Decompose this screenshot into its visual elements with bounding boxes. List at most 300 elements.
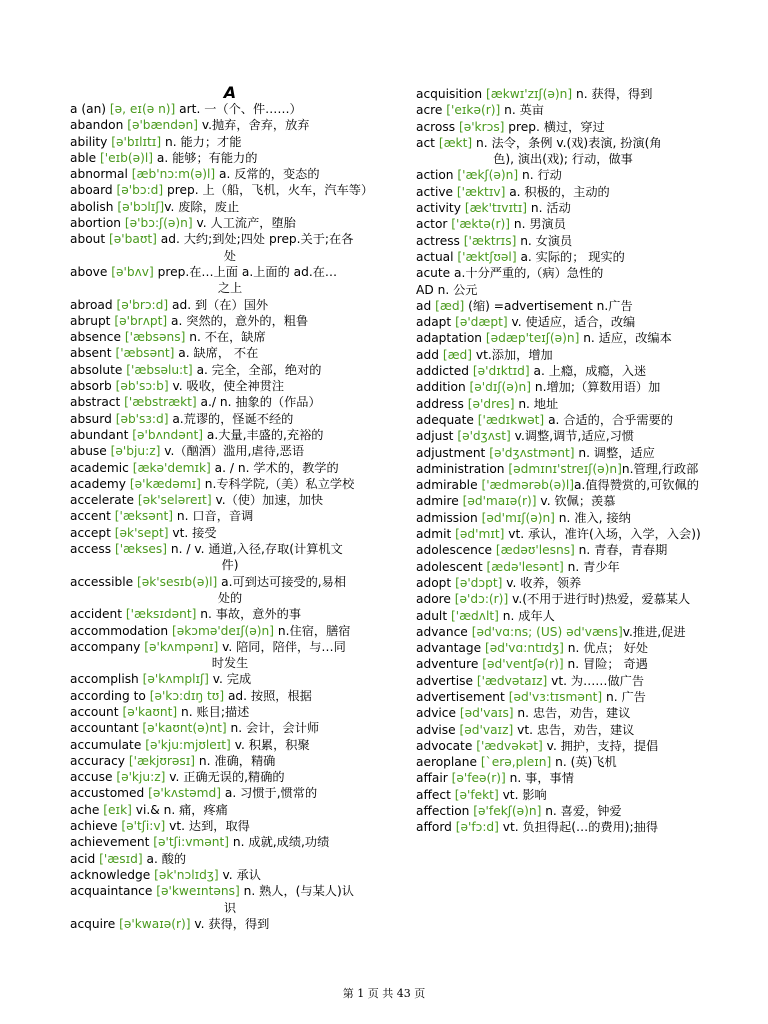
entry-word: academic	[70, 460, 133, 475]
entry-phonetic: [ə'dɪʃ(ə)n]	[469, 380, 531, 395]
entry-phonetic: ['ædɪkwət]	[477, 412, 545, 427]
entry-phonetic: [əd'vaɪs]	[459, 706, 514, 721]
vocab-entry	[70, 476, 390, 492]
entry-definition: a./ n. 抽象的（作品）	[196, 395, 321, 410]
entry-definition: n. 准确，精确	[195, 753, 276, 768]
entry-phonetic: [eɪk]	[103, 802, 132, 817]
entry-word: accept	[70, 525, 115, 540]
entry-phonetic: ['ækjʊrəsɪ]	[128, 753, 196, 768]
entry-definition: a.荒谬的，怪诞不经的	[168, 411, 294, 426]
entry-word: adolescent	[416, 559, 487, 574]
entry-definition: n. 优点； 好处	[563, 641, 649, 656]
entry-definition-continued: 色), 演出(戏); 行动，做事	[493, 152, 633, 167]
vocab-entry	[416, 363, 710, 379]
entry-word: actual	[416, 249, 458, 264]
entry-word: access	[70, 542, 115, 557]
entry-phonetic: [ək'sesɪb(ə)l]	[136, 574, 218, 589]
vocab-entry	[416, 803, 710, 819]
entry-phonetic: [æd]	[435, 298, 465, 313]
vocab-entry	[416, 445, 710, 461]
entry-definition: v.(不用于进行时)热爱，爱慕某人	[508, 592, 691, 607]
entry-word: ability	[70, 134, 112, 149]
entry-definition-continued: 识	[223, 900, 237, 915]
entry-word: adventure	[416, 657, 483, 672]
entry-phonetic: ['æktə(r)]	[451, 217, 510, 232]
vocab-entry	[416, 461, 710, 477]
vocab-entry	[416, 673, 710, 689]
vocab-entry	[416, 233, 710, 249]
vocab-entry	[70, 182, 390, 198]
entry-word: aeroplane	[416, 755, 481, 770]
vocab-entry	[70, 378, 390, 394]
entry-phonetic: [ə'bɔlɪʃ]	[117, 199, 165, 214]
vocab-entry	[70, 720, 390, 736]
entry-word: ache	[70, 802, 104, 817]
entry-phonetic: [ə'kaʊnt]	[122, 704, 178, 719]
entry-phonetic: [ə'dæpt]	[455, 315, 508, 330]
entry-word: actress	[416, 233, 464, 248]
entry-definition-continued: 处	[223, 248, 237, 263]
vocab-entry	[416, 135, 710, 168]
entry-definition: art. 一（个、件……）	[175, 102, 302, 116]
entry-phonetic: [əd'vɜ:tɪsmənt]	[508, 689, 603, 704]
entry-phonetic: [ə'bændən]	[127, 118, 198, 133]
vocab-entry	[416, 608, 710, 624]
vocab-entry	[70, 313, 390, 329]
entry-definition: n. 调整，适应	[574, 445, 655, 460]
entry-phonetic: [əd'maɪə(r)]	[462, 494, 537, 509]
entry-definition: vt. 忠告，劝告，建议	[513, 722, 635, 737]
entry-definition: n. 行动	[518, 168, 562, 183]
entry-phonetic: ['ækʃ(ə)n]	[457, 168, 519, 183]
entry-definition: prep. 横过，穿过	[504, 119, 605, 134]
entry-phonetic: [ə'fekʃ(ə)n]	[473, 804, 542, 819]
entry-definition-continued: 件)	[221, 558, 239, 573]
entry-word: AD	[416, 282, 434, 297]
vocab-entry	[70, 443, 390, 459]
entry-definition: n. 账目;描述	[177, 704, 250, 719]
entry-definition: n. 能力；才能	[161, 134, 242, 149]
entry-definition-continued: 之上	[217, 281, 243, 296]
vocab-entry	[416, 282, 710, 298]
entry-word: adjust	[416, 429, 458, 444]
entry-phonetic: ['æbsəlu:t]	[126, 362, 193, 377]
entry-word: addition	[416, 380, 470, 395]
vocab-entry	[70, 199, 390, 215]
vocab-entry	[70, 623, 390, 639]
entry-definition: n. 公元	[433, 282, 478, 297]
entry-phonetic: [ə'brɔ:d]	[116, 297, 169, 312]
entry-word: active	[416, 184, 457, 199]
vocab-entry	[416, 493, 710, 509]
vocab-entry	[416, 542, 710, 558]
vocab-entry	[70, 329, 390, 345]
vocab-entry	[70, 916, 390, 932]
entry-word: accessible	[70, 574, 137, 589]
entry-phonetic: ['ædvəkət]	[476, 738, 543, 753]
entry-word: accumulate	[70, 737, 146, 752]
vocab-entry	[416, 396, 710, 412]
vocab-entry	[70, 264, 390, 297]
entry-word: abolish	[70, 199, 118, 214]
entry-phonetic: [ə'kædəmɪ]	[129, 476, 201, 491]
vocab-entry	[416, 510, 710, 526]
entry-phonetic: [ə'kaʊnt(ə)nt]	[142, 721, 227, 736]
entry-definition: n. 不在，缺席	[185, 330, 266, 345]
vocab-entry	[70, 883, 390, 916]
entry-definition: n. 活动	[527, 201, 571, 216]
entry-phonetic: [ə'kɔ:dɪŋ tʊ]	[149, 688, 225, 703]
entry-word: accompany	[70, 639, 145, 654]
entry-definition: prep.在…上面 a.上面的 ad.在…	[153, 264, 338, 279]
entry-phonetic: ['æksɪdənt]	[125, 607, 197, 622]
entry-definition: n. 忠告，劝告，建议	[513, 706, 631, 721]
vocab-entry	[70, 737, 390, 753]
entry-definition: n.住宿，膳宿	[274, 623, 351, 638]
entry-definition: n. 冒险； 奇遇	[563, 657, 648, 672]
vocab-entry	[70, 834, 390, 850]
vocab-entry	[416, 722, 710, 738]
entry-definition: n. 获得，得到	[572, 87, 653, 101]
entry-phonetic: [ædə'lesənt]	[486, 559, 564, 574]
vocab-entry	[70, 541, 390, 574]
vocab-entry	[70, 525, 390, 541]
entry-definition: v. 承认	[218, 867, 261, 882]
entry-definition: n. 适应，改编本	[579, 331, 672, 346]
entry-word: advantage	[416, 641, 485, 656]
entry-word: addicted	[416, 364, 473, 379]
entry-word: advance	[416, 624, 472, 639]
vocab-entry	[70, 818, 390, 834]
entry-word: accuse	[70, 770, 117, 785]
entry-phonetic: [`erə,pleɪn]	[480, 755, 552, 770]
entry-word: above	[70, 264, 112, 279]
entry-definition: n. 女演员	[516, 233, 573, 248]
entry-definition: (缩) =advertisement n.广告	[464, 298, 633, 313]
vocab-entry	[416, 216, 710, 232]
vocab-entry	[416, 591, 710, 607]
entry-word: afford	[416, 820, 456, 835]
vocab-entry	[416, 559, 710, 575]
entry-word: abortion	[70, 216, 125, 231]
entry-phonetic: [əkɔmə'deɪʃ(ə)n]	[171, 623, 275, 638]
entry-word: affair	[416, 771, 452, 786]
entry-phonetic: [ə'fekt]	[454, 787, 499, 802]
entry-definition: v.推进,促进	[622, 624, 686, 639]
entry-word: accomplish	[70, 672, 143, 687]
vocab-entry	[70, 802, 390, 818]
left-column	[70, 101, 390, 932]
entry-word: acquisition	[416, 87, 486, 101]
page-footer: 第 1 页 共 43 页	[342, 987, 426, 1000]
entry-definition: vt. 影响	[498, 787, 547, 802]
entry-definition: vt.添加，增加	[472, 347, 553, 362]
entry-phonetic: ['æsɪd]	[99, 851, 143, 866]
entry-phonetic: [ə'kju:z]	[116, 770, 166, 785]
entry-phonetic: [ə'kʌmplɪʃ]	[142, 672, 209, 687]
vocab-entry	[70, 704, 390, 720]
entry-phonetic: [ə'dʒʌstmənt]	[489, 445, 575, 460]
vocab-entry	[70, 231, 390, 264]
entry-definition: n. 事故，意外的事	[196, 607, 302, 622]
entry-phonetic: [ə'krɔs]	[458, 119, 505, 134]
vocab-entry	[416, 656, 710, 672]
entry-phonetic: [ə'fɔ:d]	[455, 820, 499, 835]
entry-definition: a.十分严重的,（病）急性的	[450, 266, 604, 281]
entry-definition: v.抛弃，舍弃，放弃	[197, 118, 310, 133]
entry-phonetic: [ə'kʌmpənɪ]	[144, 639, 219, 654]
vocab-entry	[70, 753, 390, 769]
entry-word: accident	[70, 607, 126, 622]
vocab-entry	[70, 867, 390, 883]
entry-word: action	[416, 168, 458, 183]
entry-definition: vt. 接受	[168, 525, 217, 540]
entry-definition: ad. 到（在）国外	[168, 297, 269, 312]
entry-word: absence	[70, 330, 125, 345]
entry-phonetic: [ə'dres]	[467, 396, 515, 411]
entry-word: adolescence	[416, 543, 496, 558]
entry-definition: n. 准入, 接纳	[554, 510, 631, 525]
vocab-entry	[416, 347, 710, 363]
entry-phonetic: [ækt]	[438, 135, 473, 150]
entry-phonetic: [ə'bʌndənt]	[132, 427, 204, 442]
entry-word: affection	[416, 804, 474, 819]
entry-definition: v. 完成	[208, 672, 252, 687]
entry-definition: n. 青少年	[563, 559, 620, 574]
vocab-entry	[70, 166, 390, 182]
vocab-entry	[416, 184, 710, 200]
vocab-entry	[70, 215, 390, 231]
vocab-entry	[416, 526, 710, 542]
entry-definition: n. 成就,成绩,功绩	[229, 835, 330, 850]
entry-definition: n. 法令，条例 v.(戏)表演, 扮演(角	[472, 135, 662, 150]
entry-phonetic: [əb'sɔ:b]	[115, 379, 169, 394]
entry-word: achievement	[70, 835, 154, 850]
entry-word: abroad	[70, 297, 117, 312]
vocab-entry	[416, 738, 710, 754]
entry-word: acquire	[70, 916, 120, 931]
entry-definition: a.值得赞赏的,可钦佩的	[574, 478, 699, 493]
entry-word: academy	[70, 476, 130, 491]
vocab-entry	[416, 477, 710, 493]
entry-phonetic: [ədæp'teɪʃ(ə)n]	[485, 331, 580, 346]
entry-phonetic: [ə'bju:z]	[110, 444, 161, 459]
entry-phonetic: [ækwɪ'zɪʃ(ə)n]	[485, 87, 573, 101]
entry-definition: v. 人工流产，堕胎	[192, 216, 296, 231]
entry-definition: v. 积累，积聚	[230, 737, 310, 752]
vocab-entry	[416, 265, 710, 281]
entry-word: adopt	[416, 575, 456, 590]
entry-phonetic: [ə'dʒʌst]	[457, 429, 511, 444]
entry-phonetic: [əd'mɪt]	[455, 527, 505, 542]
entry-phonetic: [ək'seləreɪt]	[137, 493, 212, 508]
entry-definition-continued: 处的	[217, 590, 243, 605]
entry-word: ad	[416, 298, 436, 313]
entry-word: according to	[70, 688, 150, 703]
entry-word: acute	[416, 266, 451, 281]
entry-word: accent	[70, 509, 115, 524]
entry-definition: vi.& n. 痛，疼痛	[131, 802, 228, 817]
entry-definition: n. 熟人，(与某人)认	[239, 884, 354, 899]
entry-phonetic: [ə'tʃi:v]	[121, 819, 166, 834]
entry-definition: v. 使适应，适合，改编	[507, 315, 636, 330]
entry-phonetic: [əd'vɑ:ntɪdʒ]	[484, 641, 564, 656]
vocab-entry	[416, 575, 710, 591]
vocab-entry	[70, 769, 390, 785]
entry-definition: n. 喜爱，钟爱	[541, 804, 622, 819]
entry-phonetic: [ə'dɔ:(r)]	[454, 592, 509, 607]
entry-phonetic: [ə'brʌpt]	[114, 313, 168, 328]
vocab-entry	[70, 492, 390, 508]
entry-phonetic: [ə'bɔ:ʃ(ə)n]	[124, 216, 193, 231]
vocab-entry	[416, 249, 710, 265]
entry-definition: n. 广告	[602, 689, 646, 704]
vocab-entry	[416, 624, 710, 640]
entry-word: absorb	[70, 379, 116, 394]
vocab-entry	[416, 330, 710, 346]
entry-phonetic: ['æbstrækt]	[124, 395, 197, 410]
vocab-entry	[416, 119, 710, 135]
entry-word: adjustment	[416, 445, 490, 460]
entry-definition: n. 成年人	[498, 608, 555, 623]
entry-definition: n. / v. 通道,入径,存取(计算机文	[167, 542, 343, 557]
entry-word: aboard	[70, 183, 117, 198]
entry-word: acid	[70, 851, 100, 866]
entry-word: address	[416, 396, 468, 411]
entry-word: abuse	[70, 444, 111, 459]
entry-word: abrupt	[70, 313, 115, 328]
entry-definition: a. 实际的； 现实的	[516, 249, 625, 264]
entry-phonetic: [ə'feə(r)]	[451, 771, 506, 786]
entry-definition: v. 陪同，陪伴，与…同	[218, 639, 346, 654]
vocab-entry	[70, 427, 390, 443]
vocab-entry	[416, 412, 710, 428]
entry-definition: vt. 为……做广告	[547, 673, 645, 688]
entry-phonetic: [æk'tɪvɪtɪ]	[464, 201, 528, 216]
entry-definition: v.（使）加速，加快	[211, 493, 324, 508]
entry-definition: a. 缺席， 不在	[174, 346, 259, 361]
entry-word: act	[416, 135, 439, 150]
entry-word: a (an)	[70, 102, 110, 116]
entry-word: acknowledge	[70, 867, 155, 882]
entry-phonetic: [ə'kwaɪə(r)]	[119, 916, 191, 931]
entry-phonetic: [ə'bɔ:d]	[116, 183, 164, 198]
vocab-entry	[416, 689, 710, 705]
vocab-entry	[70, 362, 390, 378]
entry-phonetic: ['eɪb(ə)l]	[99, 150, 153, 165]
entry-word: accountant	[70, 721, 143, 736]
entry-phonetic: [ə, eɪ(ə n)]	[109, 102, 176, 116]
entry-definition: v. 正确无误的,精确的	[165, 770, 285, 785]
entry-definition: a. 习惯于,惯常的	[221, 786, 318, 801]
entry-word: admire	[416, 494, 463, 509]
entry-definition: n. (英)飞机	[551, 755, 617, 770]
entry-word: advice	[416, 706, 460, 721]
entry-definition: v. 钦佩；羡慕	[536, 494, 616, 509]
entry-phonetic: ['æktʃʊəl]	[457, 249, 517, 264]
entry-phonetic: ['æbsəns]	[124, 330, 186, 345]
vocab-entry	[416, 379, 710, 395]
entry-definition: a. 能够；有能力的	[153, 150, 258, 165]
entry-definition: a. 合适的，合乎需要的	[544, 412, 673, 427]
entry-phonetic: [ækə'demɪk]	[132, 460, 211, 475]
vocab-entry	[416, 102, 710, 118]
vocab-entry	[70, 460, 390, 476]
entry-definition: n. 口音，音调	[173, 509, 254, 524]
entry-definition: n. 青春，青春期	[574, 543, 668, 558]
vocab-entry	[70, 101, 390, 117]
entry-word: across	[416, 119, 459, 134]
entry-definition: v. 收养，领养	[502, 575, 582, 590]
entry-phonetic: [əd'vaɪz]	[459, 722, 514, 737]
entry-definition: v. 吸收，使全神贯注	[168, 379, 285, 394]
entry-word: advertise	[416, 673, 477, 688]
entry-phonetic: ['eɪkə(r)]	[446, 103, 501, 118]
entry-phonetic: [ək'nɔlɪdʒ]	[154, 867, 219, 882]
entry-word: account	[70, 704, 123, 719]
entry-definition: n. 男演员	[509, 217, 566, 232]
entry-word: accelerate	[70, 493, 138, 508]
vocab-entry	[416, 787, 710, 803]
entry-definition: ad. 大约;到处;四处 prep.关于;在各	[156, 232, 354, 247]
entry-definition: a. 积极的，主动的	[505, 184, 610, 199]
entry-word: administration	[416, 461, 509, 476]
entry-word: admit	[416, 527, 456, 542]
entry-phonetic: ['ædmərəb(ə)l]	[481, 478, 575, 493]
entry-word: adaptation	[416, 331, 486, 346]
vocab-entry	[416, 428, 710, 444]
vocab-entry	[416, 819, 710, 835]
entry-phonetic: [əd'vɑ:ns; (US) əd'væns]	[471, 624, 623, 639]
entry-phonetic: [ə'dɪktɪd]	[472, 364, 530, 379]
entry-definition: ad. 按照，根据	[224, 688, 312, 703]
entry-word: accommodation	[70, 623, 172, 638]
entry-phonetic: [ə'bɪlɪtɪ]	[111, 134, 162, 149]
vocab-entry	[70, 411, 390, 427]
entry-word: abandon	[70, 118, 128, 133]
entry-definition: vt. 负担得起(…的费用);抽得	[498, 820, 659, 835]
entry-definition: n. 英亩	[500, 103, 544, 118]
vocab-entry	[416, 86, 710, 102]
vocab-entry	[70, 851, 390, 867]
vocab-entry	[70, 688, 390, 704]
entry-phonetic: ['ædʌlt]	[450, 608, 499, 623]
entry-phonetic: [æd]	[442, 347, 473, 362]
entry-word: absurd	[70, 411, 116, 426]
entry-word: about	[70, 232, 110, 247]
entry-phonetic: ['æktrɪs]	[463, 233, 517, 248]
entry-phonetic: [æb'nɔ:m(ə)l]	[131, 167, 216, 182]
entry-phonetic: [ə'dɔpt]	[455, 575, 503, 590]
entry-word: adult	[416, 608, 451, 623]
entry-word: abstract	[70, 395, 125, 410]
entry-definition: v. 获得，得到	[190, 916, 270, 931]
entry-definition: n. 会计，会计师	[226, 721, 320, 736]
entry-definition: a. 酸的	[142, 851, 187, 866]
vocab-entry	[70, 394, 390, 410]
entry-definition: n.管理,行政部	[621, 461, 699, 476]
vocab-entry	[70, 508, 390, 524]
entry-definition: a.可到达可接受的,易相	[217, 574, 347, 589]
entry-word: abundant	[70, 427, 133, 442]
vocab-entry	[70, 150, 390, 166]
section-letter-heading: A	[223, 83, 237, 102]
vocab-entry	[70, 345, 390, 361]
entry-word: admission	[416, 510, 482, 525]
vocab-entry	[416, 298, 710, 314]
entry-phonetic: ['ækses]	[114, 542, 168, 557]
entry-definition: n.增加;（算数用语）加	[531, 380, 661, 395]
